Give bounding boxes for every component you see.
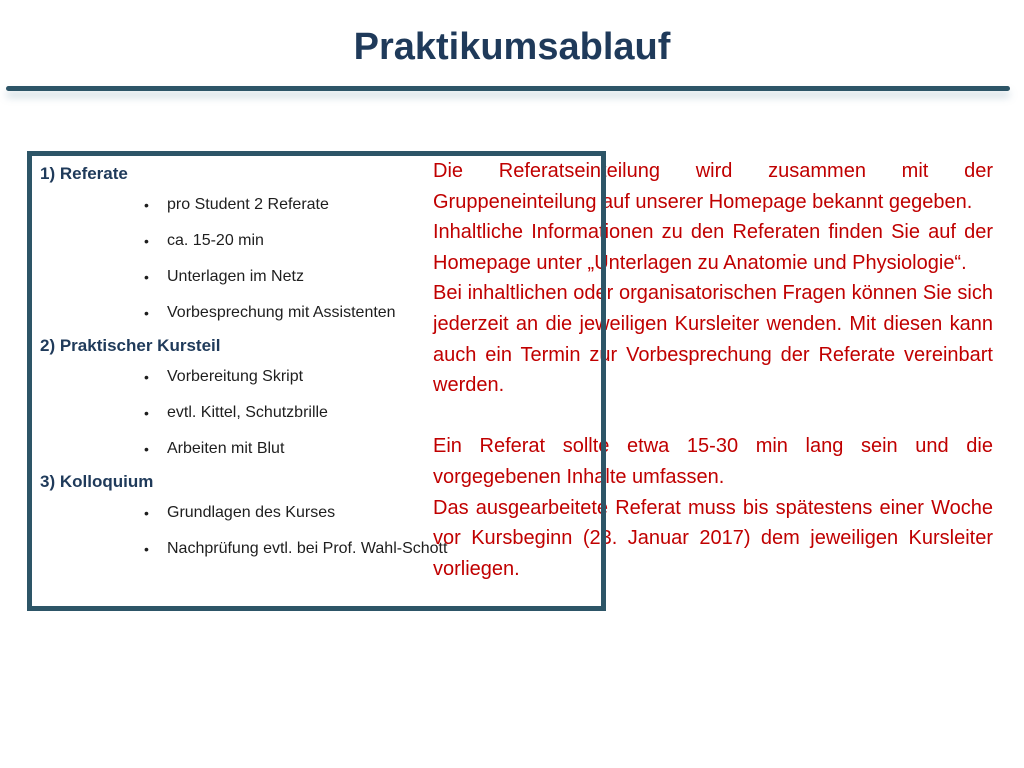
list-item-text: ca. 15-20 min: [167, 232, 264, 249]
bullet-icon: •: [144, 197, 149, 213]
title-divider: [6, 86, 1010, 91]
list-item-text: Nachprüfung evtl. bei Prof. Wahl-Schott: [167, 540, 448, 557]
bullet-icon: •: [144, 233, 149, 249]
bullet-icon: •: [144, 369, 149, 385]
bullet-icon: •: [144, 541, 149, 557]
list-item-text: pro Student 2 Referate: [167, 196, 329, 213]
list-item-text: Vorbereitung Skript: [167, 368, 304, 385]
bullet-icon: •: [144, 405, 149, 421]
info-paragraph: Das ausgearbeitete Referat muss bis spätestens einer Woche vor Kursbeginn (23. Januar 2017) dem jeweiligen Kursleiter vorliegen.: [433, 496, 993, 580]
info-paragraph: Inhaltliche Informationen zu den Referaten finden Sie auf der Homepage unter „Unterlagen zu Anatomie und Physiologie“.: [433, 221, 993, 274]
info-paragraph: Die Referatseinteilung wird zusammen mit der Gruppeneinteilung auf unserer Homepage bekannt gegeben.: [433, 160, 993, 213]
list-item-text: Grundlagen des Kurses: [167, 504, 336, 521]
list-item-text: Arbeiten mit Blut: [167, 440, 285, 457]
section-heading: 2) Praktischer Kursteil: [40, 336, 221, 355]
info-paragraph: Ein Referat sollte etwa 15-30 min lang sein und die vorgegebenen Inhalte umfassen.: [433, 435, 993, 488]
info-paragraph: Bei inhaltlichen oder organisatorischen Fragen können Sie sich jederzeit an die jeweiligen Kursleiter wenden. Mit diesen kann auch ein Termin zur Vorbesprechung der Referate vereinbart werden.: [433, 282, 993, 397]
section-heading: 1) Referate: [40, 164, 128, 183]
section-heading: 3) Kolloquium: [40, 472, 154, 491]
bullet-icon: •: [144, 305, 149, 321]
bullet-icon: •: [144, 441, 149, 457]
list-item-text: evtl. Kittel, Schutzbrille: [167, 404, 328, 421]
list-item-text: Vorbesprechung mit Assistenten: [167, 304, 396, 321]
bullet-icon: •: [144, 269, 149, 285]
bullet-icon: •: [144, 505, 149, 521]
slide-title: Praktikumsablauf: [353, 26, 671, 68]
info-text: [433, 156, 993, 584]
list-item-text: Unterlagen im Netz: [167, 268, 304, 285]
paragraph-spacer: [433, 401, 993, 432]
